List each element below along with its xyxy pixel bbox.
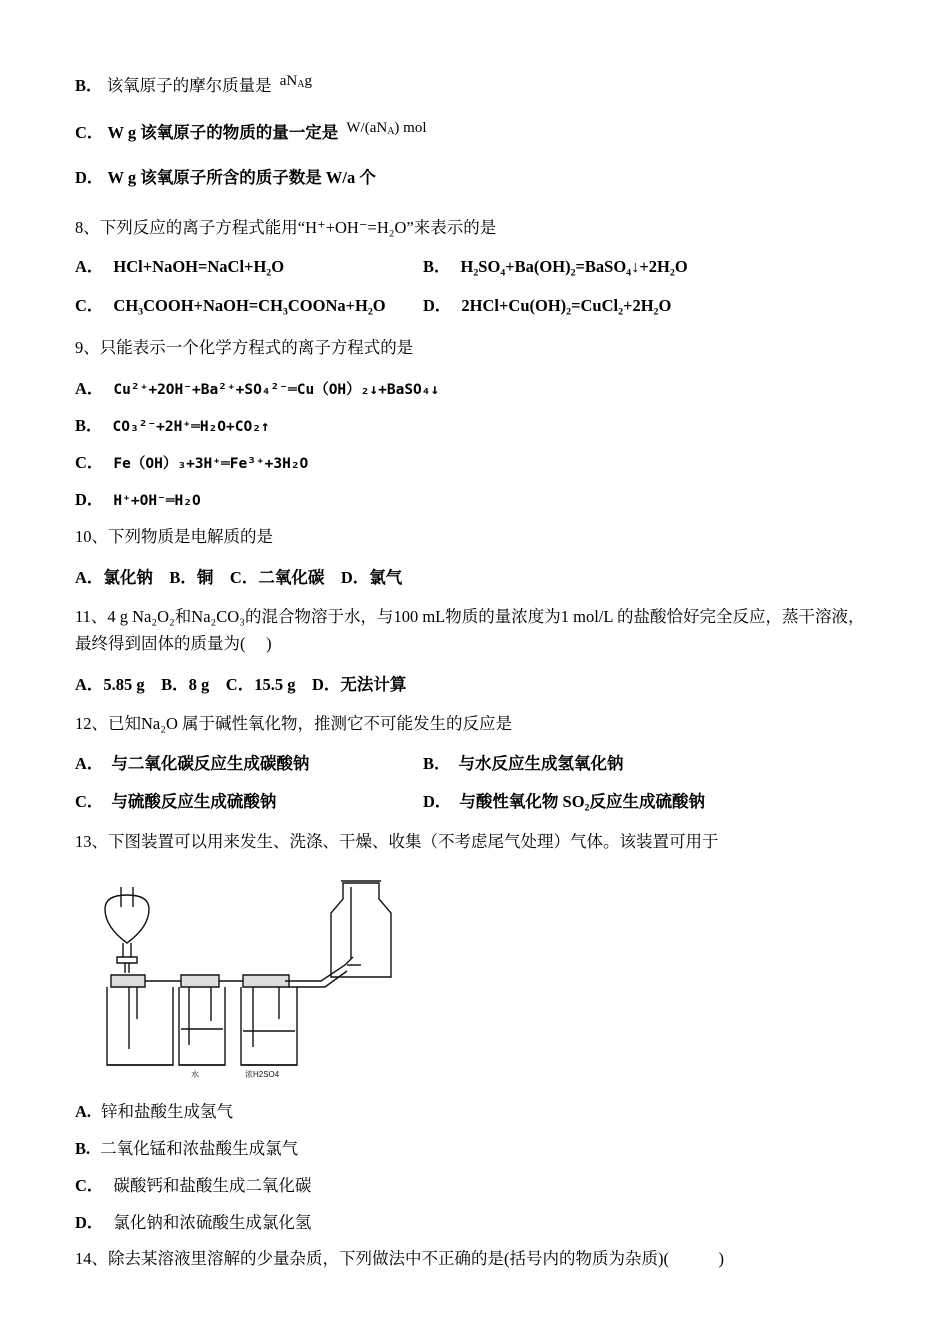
question-11-stem: 11、4 g Na₂O₂和Na₂CO₃的混合物溶于水，与100 mL物质的量浓度为1 mol/L 的盐酸恰好完全反应，蒸干溶液，最终得到固体的质量为( ): [75, 607, 865, 653]
question-14-stem: 14、除去某溶液里溶解的少量杂质，下列做法中不正确的是(括号内的物质为杂质)( ): [75, 1249, 724, 1269]
question-12-options-row-1: [75, 752, 875, 777]
question-8: [75, 215, 875, 319]
question-8-options-row-2: [75, 294, 875, 319]
question-11-options: A．5.85 g B．8 g C．15.5 g D．无法计算: [75, 675, 407, 695]
question-14: [75, 1246, 875, 1272]
option-b-top-formula: aNAg: [279, 73, 312, 90]
question-10-options: A．氯化钠 B．铜 C．二氧化碳 D．氯气: [75, 568, 403, 588]
option-d-top: [75, 165, 875, 191]
question-13-option-c: C． 碳酸钙和盐酸生成二氧化碳: [75, 1176, 312, 1196]
question-13-stem: 13、下图装置可以用来发生、洗涤、干燥、收集（不考虑尾气处理）气体。该装置可用于: [75, 832, 719, 852]
question-10-stem: 10、下列物质是电解质的是: [75, 526, 273, 546]
question-12-option-b: B． 与水反应生成氢氧化钠: [423, 753, 624, 773]
option-c-top: [75, 117, 875, 146]
option-c-top-label: C．: [75, 122, 104, 142]
option-d-top-label: D．: [75, 168, 104, 188]
figure-label-water: 水: [191, 1070, 199, 1080]
apparatus-diagram: [85, 869, 425, 1079]
option-b-top: [75, 70, 875, 99]
question-8-stem: 8、下列反应的离子方程式能用“H⁺+OH⁻=H₂O”来表示的是: [75, 217, 497, 237]
question-13-option-d: D． 氯化钠和浓硫酸生成氯化氢: [75, 1213, 312, 1233]
question-13-option-b: B. 二氧化锰和浓盐酸生成氯气: [75, 1139, 299, 1159]
question-9-option-c: C． Fe（OH）₃+3H⁺═Fe³⁺+3H₂O: [75, 452, 309, 472]
question-12-option-c: C． 与硫酸反应生成硫酸钠: [75, 792, 277, 812]
option-b-top-label: B．: [75, 76, 103, 95]
figure-label-sulfuric: 浓H2SO4: [245, 1070, 280, 1080]
question-13-options: [75, 1098, 875, 1233]
question-8-option-b: B． H₂SO₄+Ba(OH)₂=BaSO₄↓+2H₂O: [423, 257, 688, 277]
experiment-apparatus-figure: [75, 869, 875, 1084]
question-13-option-a: A. 锌和盐酸生成氢气: [75, 1102, 234, 1122]
question-9-option-d: D． H⁺+OH⁻═H₂O: [75, 489, 201, 509]
question-9-stem: 9、只能表示一个化学方程式的离子方程式的是: [75, 337, 414, 357]
question-9-option-a: A． Cu²⁺+2OH⁻+Ba²⁺+SO₄²⁻═Cu（OH）₂↓+BaSO₄↓: [75, 378, 440, 398]
question-9-option-b: B． CO₃²⁻+2H⁺═H₂O+CO₂↑: [75, 415, 270, 435]
question-8-options-row-1: [75, 255, 875, 280]
question-9: [75, 335, 875, 510]
question-8-option-a: A． HCl+NaOH=NaCl+H₂O: [75, 257, 285, 277]
question-12-options-row-2: [75, 790, 875, 815]
question-12-option-a: A． 与二氧化碳反应生成碳酸钠: [75, 753, 310, 773]
question-11: [75, 604, 875, 695]
question-9-options: [75, 375, 875, 510]
option-c-top-text: W g 该氧原子的物质的量一定是: [107, 122, 339, 142]
option-d-top-text: W g 该氧原子所含的质子数是 W/a 个: [107, 168, 376, 188]
question-10: [75, 524, 875, 588]
question-12-stem: 12、已知Na₂O 属于碱性氧化物，推测它不可能发生的反应是: [75, 714, 513, 734]
option-b-top-text: 该氧原子的摩尔质量是: [106, 76, 272, 95]
question-12-option-d: D． 与酸性氧化物 SO₂反应生成硫酸钠: [423, 792, 706, 812]
question-8-option-d: D． 2HCl+Cu(OH)₂=CuCl₂+2H₂O: [423, 295, 672, 315]
question-12: [75, 711, 875, 815]
question-13: [75, 829, 875, 1233]
option-c-top-formula: W/(aNA) mol: [346, 119, 427, 137]
question-8-option-c: C． CH₃COOH+NaOH=CH₃COONa+H₂O: [75, 295, 386, 315]
